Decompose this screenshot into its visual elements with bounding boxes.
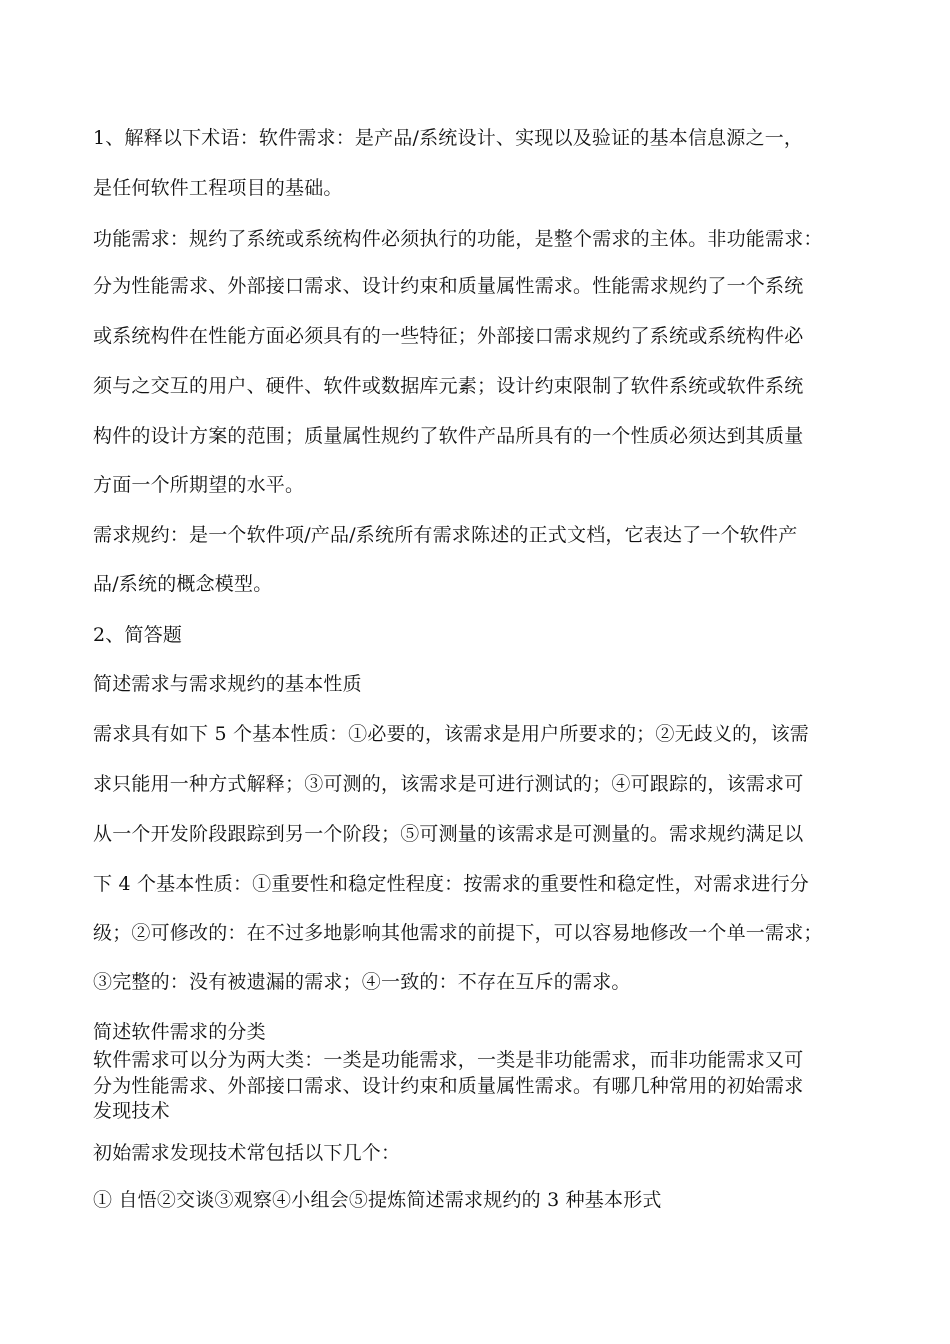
text-line: 1、解释以下术语：软件需求：是产品/系统设计、实现以及验证的基本信息源之一，: [93, 127, 804, 149]
text-line: 需求具有如下 5 个基本性质：①必要的，该需求是用户所要求的；②无歧义的，该需: [93, 723, 809, 745]
question-heading: 简述软件需求的分类: [93, 1021, 266, 1043]
section-heading: 2、简答题: [93, 624, 183, 646]
text-line: 或系统构件在性能方面必须具有的一些特征；外部接口需求规约了系统或系统构件必: [93, 325, 804, 347]
text-line: 功能需求：规约了系统或系统构件必须执行的功能，是整个需求的主体。非功能需求：: [93, 228, 823, 250]
text-line: 软件需求可以分为两大类：一类是功能需求，一类是非功能需求，而非功能需求又可: [93, 1049, 804, 1071]
text-line: 从一个开发阶段跟踪到另一个阶段；⑤可测量的该需求是可测量的。需求规约满足以: [93, 823, 804, 845]
text-line: 级；②可修改的：在不过多地影响其他需求的前提下，可以容易地修改一个单一需求；: [93, 922, 823, 944]
text-line: 下 4 个基本性质：①重要性和稳定性程度：按需求的重要性和稳定性，对需求进行分: [93, 873, 809, 895]
text-line: 分为性能需求、外部接口需求、设计约束和质量属性需求。有哪几种常用的初始需求: [93, 1075, 804, 1097]
text-line: 是任何软件工程项目的基础。: [93, 177, 343, 199]
text-line: 品/系统的概念模型。: [93, 573, 273, 595]
text-line: 初始需求发现技术常包括以下几个：: [93, 1142, 401, 1164]
text-line: 分为性能需求、外部接口需求、设计约束和质量属性需求。性能需求规约了一个系统: [93, 275, 804, 297]
text-line: 须与之交互的用户、硬件、软件或数据库元素；设计约束限制了软件系统或软件系统: [93, 375, 804, 397]
text-line: 发现技术: [93, 1100, 170, 1122]
text-line: 构件的设计方案的范围；质量属性规约了软件产品所具有的一个性质必须达到其质量: [93, 425, 804, 447]
text-line: ① 自悟②交谈③观察④小组会⑤提炼简述需求规约的 3 种基本形式: [93, 1189, 662, 1211]
text-line: 方面一个所期望的水平。: [93, 474, 305, 496]
text-line: 需求规约：是一个软件项/产品/系统所有需求陈述的正式文档，它表达了一个软件产: [93, 524, 798, 546]
text-line: ③完整的：没有被遗漏的需求；④一致的：不存在互斥的需求。: [93, 971, 631, 993]
question-heading: 简述需求与需求规约的基本性质: [93, 673, 362, 695]
text-line: 求只能用一种方式解释；③可测的，该需求是可进行测试的；④可跟踪的，该需求可: [93, 773, 804, 795]
